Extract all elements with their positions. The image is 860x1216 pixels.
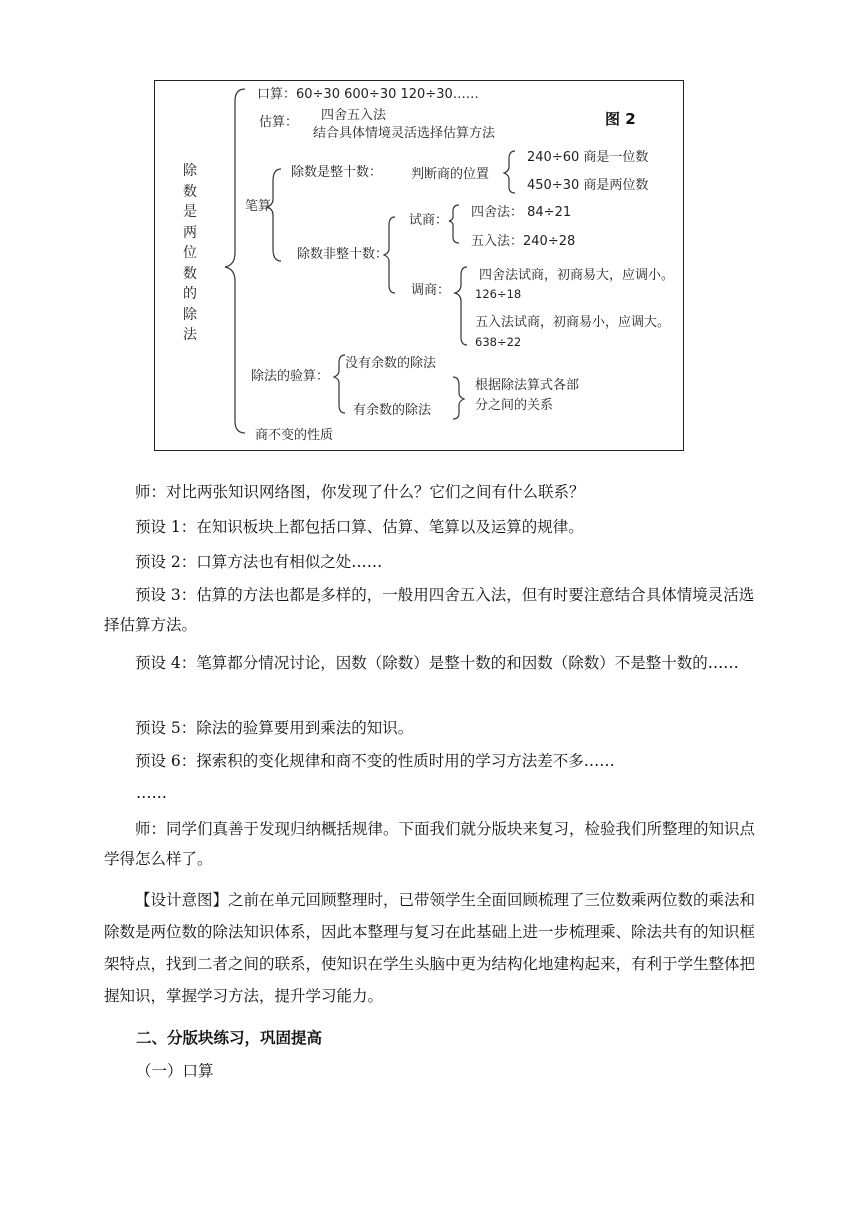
written-calc-label: 笔算 — [245, 199, 272, 214]
check-no-remainder: 没有余数的除法 — [345, 356, 437, 371]
judge-quotient-label: 判断商的位置 — [411, 167, 490, 182]
preset-4: 预设 4：笔算都分情况讨论，因数（除数）是整十数的和因数（除数）不是整十数的…… — [135, 654, 739, 672]
figure-label: 图 2 — [605, 110, 636, 128]
adjust-quotient-label: 调商： — [411, 283, 451, 298]
preset-6: 预设 6：探索积的变化规律和商不变的性质时用的学习方法差不多…… — [135, 752, 615, 770]
teacher-summary: 师：同学们真善于发现归纳概括规律。下面我们就分版块来复习，检验我们所整理的知识点学得怎么样了。 — [104, 820, 756, 868]
estimate-label: 估算： — [259, 115, 299, 130]
non-ten-divisor-label: 除数非整十数： — [297, 247, 389, 262]
ellipsis-line: …… — [136, 784, 167, 802]
oral-calc-node: 口算：60÷30 600÷30 120÷30…… — [257, 87, 479, 102]
check-with-remainder: 有余数的除法 — [353, 403, 432, 418]
knowledge-network-diagram — [154, 80, 684, 451]
quotient-invariance-node: 商不变的性质 — [255, 428, 334, 443]
judge-item-1: 240÷60 商是一位数 — [527, 150, 649, 165]
division-check-label: 除法的验算： — [251, 369, 330, 384]
root-title: 除数是两位数的除法 — [183, 163, 197, 343]
preset-3: 预设 3：估算的方法也都是多样的，一般用四舍五入法，但有时要注意结合具体情境灵活选择估算方法。 — [104, 586, 755, 634]
teacher-question: 师：对比两张知识网络图，你发现了什么？它们之间有什么联系？ — [135, 483, 585, 501]
whole-ten-divisor-label: 除数是整十数： — [291, 165, 383, 180]
preset-5: 预设 5：除法的验算要用到乘法的知识。 — [135, 719, 414, 737]
section-heading: 二、分版块练习，巩固提高 — [136, 1028, 323, 1047]
trial-quotient-label: 试商： — [409, 213, 449, 228]
trial-method-1: 四舍法： 84÷21 — [471, 205, 572, 220]
estimate-method-2: 结合具体情境灵活选择估算方法 — [313, 126, 496, 141]
preset-2: 预设 2：口算方法也有相似之处…… — [135, 553, 383, 571]
design-intent: 【设计意图】之前在单元回顾整理时，已带领学生全面回顾梳理了三位数乘两位数的乘法和除数是两位数的除法知识体系，因此本整理与复习在此基础上进一步梳理乘、除法共有的知识框架特点，找到二者之间的联系，使知识在学生头脑中更为结构化地建构起来，有利于学生整体把握知识，掌握学习方法，提升学习能力。 — [104, 891, 756, 1005]
trial-method-2: 五入法：240÷28 — [471, 234, 576, 249]
preset-1: 预设 1：在知识板块上都包括口算、估算、笔算以及运算的规律。 — [135, 518, 584, 536]
subsection-heading: （一）口算 — [136, 1062, 214, 1080]
judge-item-2: 450÷30 商是两位数 — [527, 178, 649, 193]
adjust-example-1: 126÷18 — [475, 287, 522, 301]
check-rule-line-2: 分之间的关系 — [475, 398, 554, 413]
adjust-example-2: 638÷22 — [475, 335, 522, 349]
check-rule-line-1: 根据除法算式各部 — [475, 378, 580, 393]
adjust-method-1: 四舍法试商，初商易大，应调小。 — [479, 268, 675, 283]
estimate-method-1: 四舍五入法 — [321, 108, 387, 123]
adjust-method-2: 五入法试商，初商易小，应调大。 — [475, 315, 671, 330]
